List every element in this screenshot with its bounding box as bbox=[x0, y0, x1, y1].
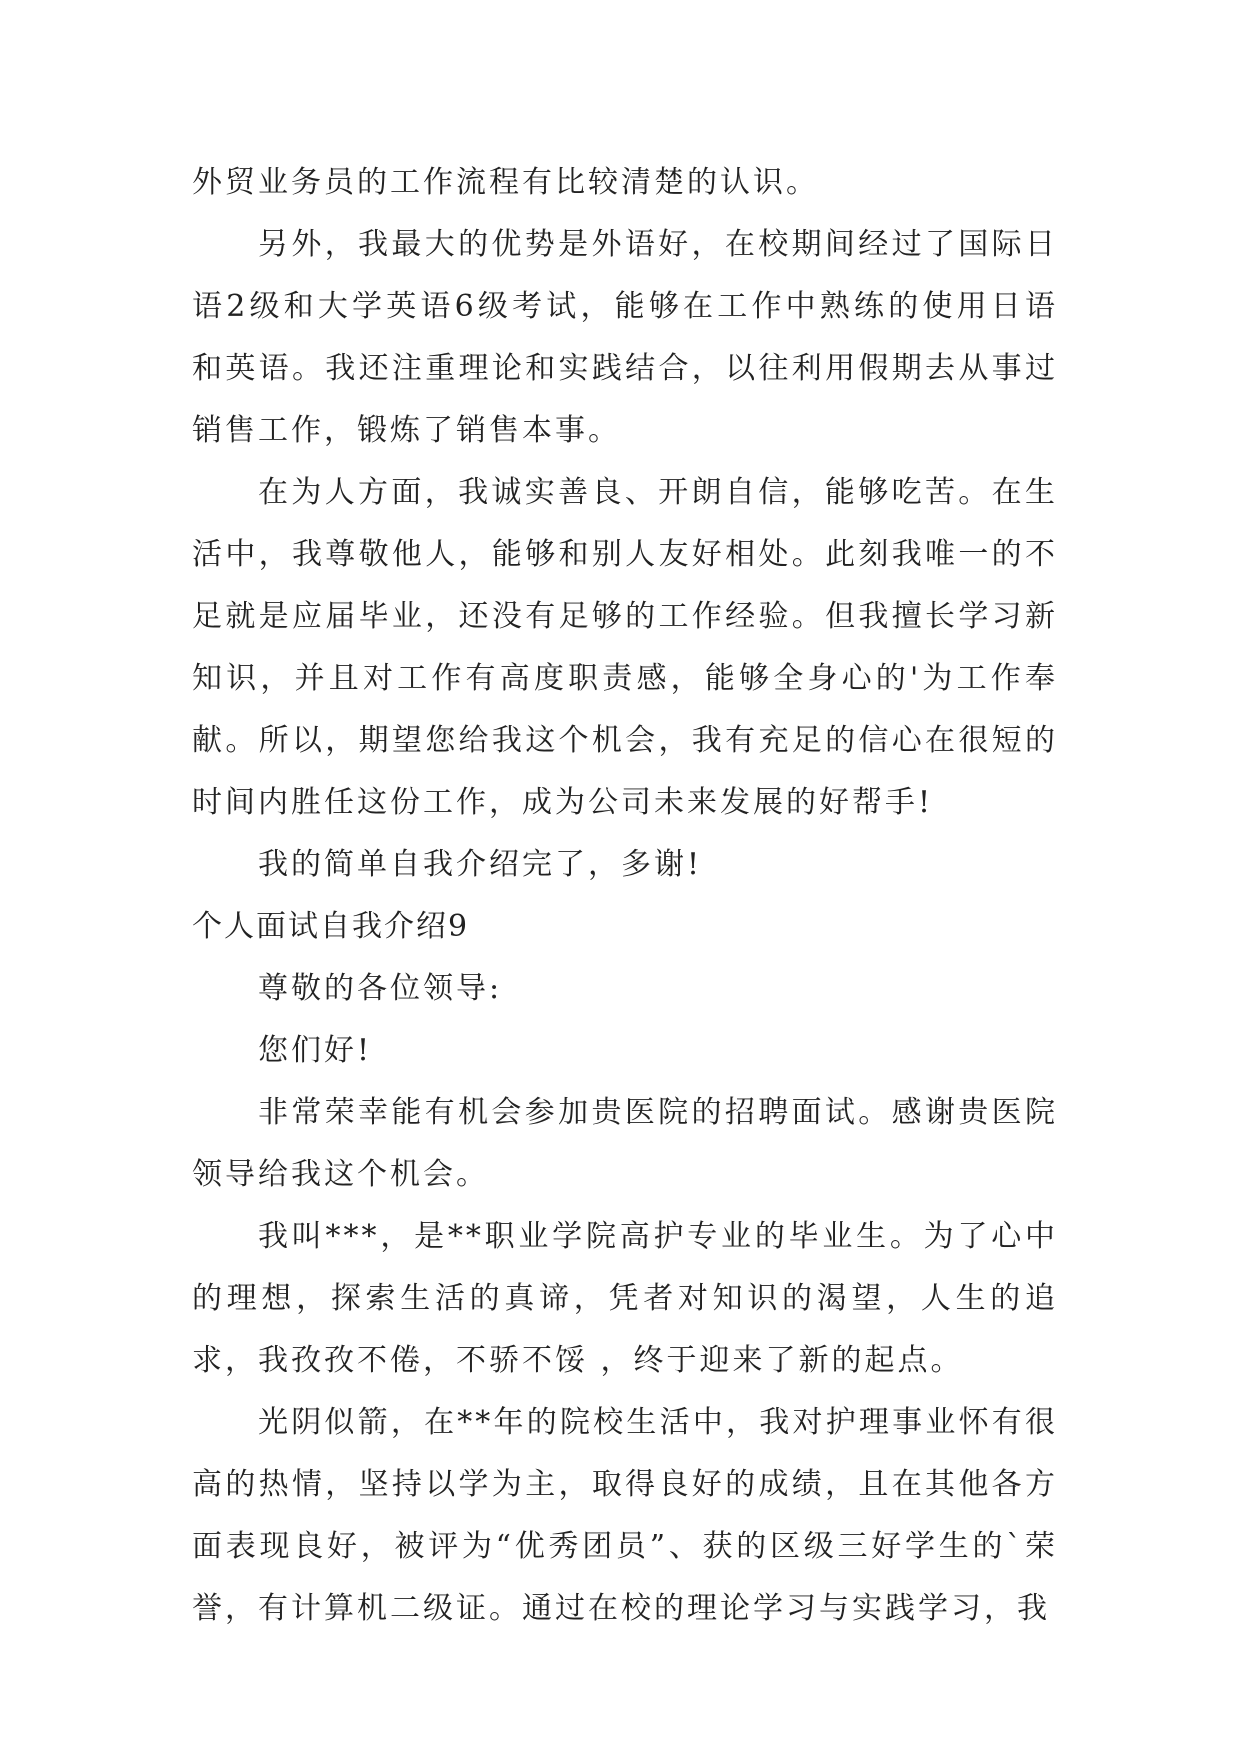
paragraph-greeting: 您们好! bbox=[258, 1033, 373, 1068]
paragraph-school-life: 光阴似箭，在**年的院校生活中，我对护理事业怀有很高的热情，坚持以学为主，取得良好的成绩，且在其他各方面表现良好，被评为“优秀团员”、获的区级三好学生的`荣誉，有计算机二级证。通过在校的理论学习与实践学习，我 bbox=[192, 1405, 1058, 1626]
paragraph-closing-thanks: 我的简单自我介绍完了，多谢! bbox=[258, 847, 703, 882]
paragraph-introduction: 我叫***，是**职业学院高护专业的毕业生。为了心中的理想，探索生活的真谛，凭者对知识的渴望，人生的追求，我孜孜不倦，不骄不馁 ，终于迎来了新的起点。 bbox=[192, 1219, 1058, 1378]
section-heading: 个人面试自我介绍9 bbox=[192, 909, 470, 944]
paragraph-salutation: 尊敬的各位领导: bbox=[258, 971, 503, 1006]
paragraph-language-skills: 另外，我最大的优势是外语好，在校期间经过了国际日语2级和大学英语6级考试，能够在工作中熟练的使用日语和英语。我还注重理论和实践结合，以往利用假期去从事过销售工作，锻炼了销售本事。 bbox=[192, 227, 1058, 448]
paragraph-gratitude: 非常荣幸能有机会参加贵医院的招聘面试。感谢贵医院领导给我这个机会。 bbox=[192, 1095, 1058, 1192]
paragraph-continuation: 外贸业务员的工作流程有比较清楚的认识。 bbox=[192, 165, 819, 200]
paragraph-personality: 在为人方面，我诚实善良、开朗自信，能够吃苦。在生活中，我尊敬他人，能够和别人友好相处。此刻我唯一的不足就是应届毕业，还没有足够的工作经验。但我擅长学习新知识，并且对工作有高度职责感，能够全身心的'为工作奉献。所以，期望您给我这个机会，我有充足的信心在很短的时间内胜任这份工作，成为公司未来发展的好帮手! bbox=[192, 475, 1058, 820]
document-body bbox=[192, 152, 1058, 1640]
